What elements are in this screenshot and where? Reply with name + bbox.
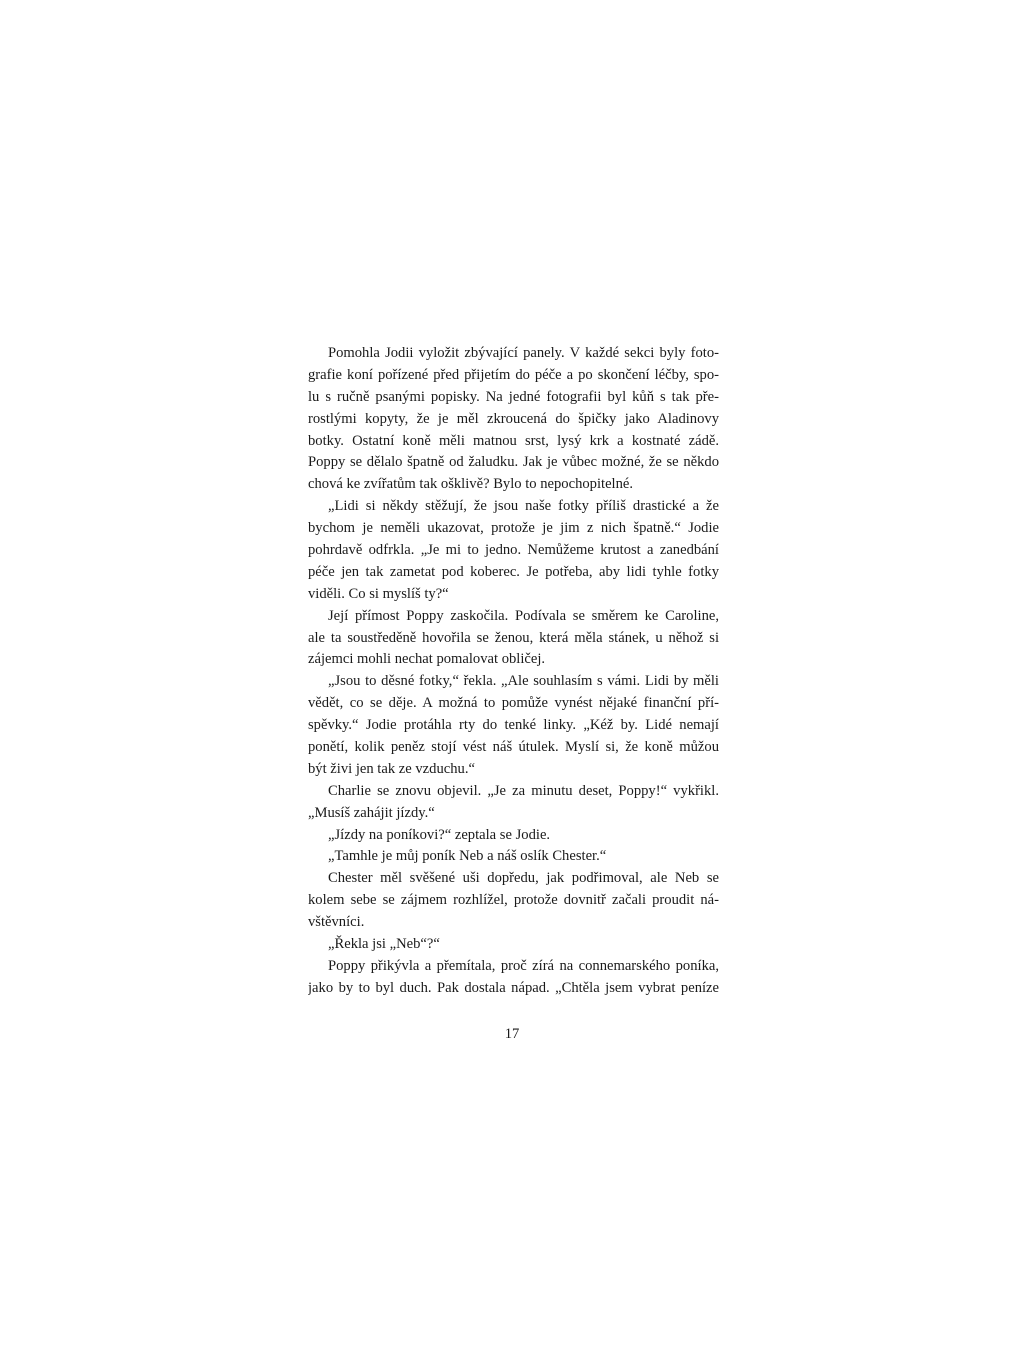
text-line: spěvky.“ Jodie protáhla rty do tenké linky. „Kéž by. Lidé nemají — [308, 717, 719, 734]
text-line: Charlie se znovu objevil. „Je za minutu deset, Poppy!“ vykřikl. — [328, 782, 719, 799]
text-line: grafie koní pořízené před přijetím do péče a po skončení léčby, spo- — [308, 366, 719, 383]
text-line: „Řekla jsi „Neb“?“ — [328, 936, 440, 953]
text-line: jako by to byl duch. Pak dostala nápad. „Chtěla jsem vybrat peníze — [308, 979, 719, 996]
text-line: Poppy přikývla a přemítala, proč zírá na connemarského poníka, — [328, 957, 719, 974]
text-line: chová ke zvířatům tak ošklivě? Bylo to nepochopitelné. — [308, 476, 634, 493]
text-line: „Tamhle je můj poník Neb a náš oslík Chester.“ — [328, 848, 607, 865]
text-line: viděli. Co si myslíš ty?“ — [308, 585, 449, 602]
text-line: Chester měl svěšené uši dopředu, jak podřimoval, ale Neb se — [328, 870, 719, 887]
text-line: Její přímost Poppy zaskočila. Podívala se směrem ke Caroline, — [328, 607, 719, 624]
page-number: 17 — [504, 1026, 520, 1042]
text-line: „Lidi si někdy stěžují, že jsou naše fotky příliš drastické a že — [328, 498, 719, 515]
text-line: péče jen tak zametat pod koberec. Je potřeba, aby lidi tyhle fotky — [308, 563, 719, 580]
body-text — [308, 343, 719, 1000]
text-line: být živi jen tak ze vzduchu.“ — [308, 760, 475, 777]
text-line: „Musíš zahájit jízdy.“ — [308, 804, 435, 821]
text-line: lu s ručně psanými popisky. Na jedné fotografii byl kůň s tak pře- — [308, 388, 719, 405]
text-line: ale ta soustředěně hovořila se ženou, která měla stánek, u něhož si — [308, 629, 719, 646]
text-line: vštěvníci. — [308, 914, 365, 931]
text-line: ponětí, kolik peněz stojí vést náš útulek. Myslí si, že koně můžou — [308, 739, 719, 756]
text-line: botky. Ostatní koně měli matnou srst, lysý krk a kostnaté zádě. — [308, 432, 719, 449]
text-line: Pomohla Jodii vyložit zbývající panely. V každé sekci byly foto- — [328, 345, 719, 361]
text-line: „Jsou to děsné fotky,“ řekla. „Ale souhlasím s vámi. Lidi by měli — [328, 673, 719, 690]
text-line: vědět, co se děje. A možná to pomůže vynést nějaké finanční pří- — [308, 695, 719, 712]
text-line: kolem sebe se zájmem rozhlížel, protože dovnitř začali proudit ná- — [308, 892, 719, 909]
text-line: Poppy se dělalo špatně od žaludku. Jak je vůbec možné, že se někdo — [308, 454, 719, 471]
text-line: bychom je neměli ukazovat, protože je jim z nich špatně.“ Jodie — [308, 520, 719, 537]
text-line: „Jízdy na poníkovi?“ zeptala se Jodie. — [328, 826, 551, 843]
text-line: rostlými kopyty, že je měl zkroucená do špičky jako Aladinovy — [308, 410, 719, 427]
text-line: zájemci mohli nechat pomalovat obličej. — [308, 651, 546, 668]
text-line: pohrdavě odfrkla. „Je mi to jedno. Nemůžeme krutost a zanedbání — [308, 542, 719, 559]
